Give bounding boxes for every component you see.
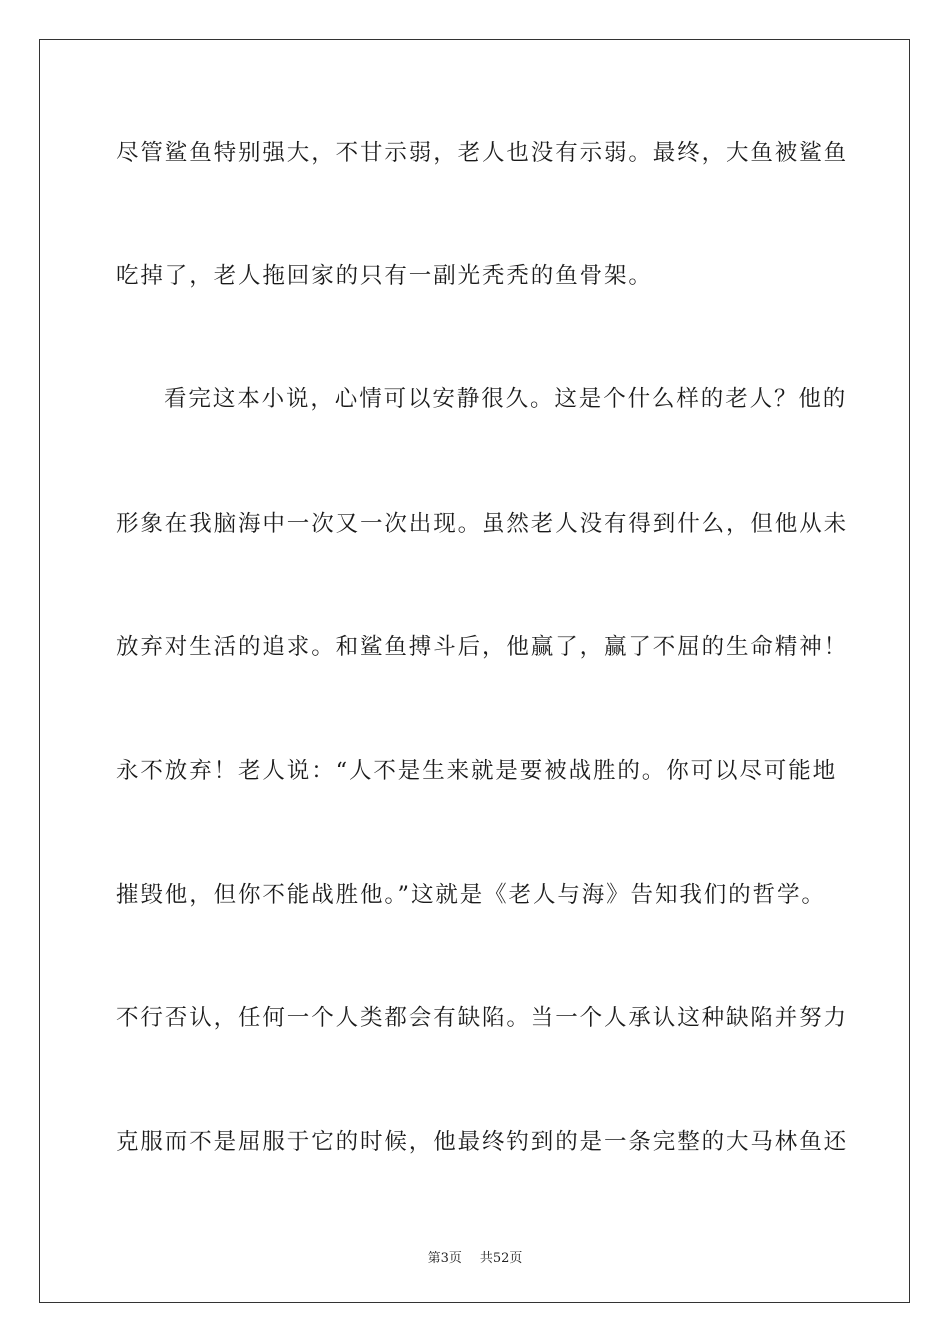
text-line: 看完这本小说，心情可以安静很久。这是个什么样的老人？他的 (164, 386, 848, 412)
text-line: 吃掉了，老人拖回家的只有一副光秃秃的鱼骨架。 (116, 263, 653, 289)
text-line: 尽管鲨鱼特别强大，不甘示弱，老人也没有示弱。最终，大鱼被鲨鱼 (116, 140, 849, 166)
page-footer (0, 1247, 950, 1266)
page-border (39, 39, 910, 1303)
text-line: 克服而不是屈服于它的时候，他最终钓到的是一条完整的大马林鱼还 (116, 1129, 849, 1155)
page-number: 第3页 (427, 1251, 462, 1266)
text-line: 放弃对生活的追求。和鲨鱼搏斗后，他赢了，赢了不屈的生命精神！ (116, 634, 849, 660)
text-line: 摧毁他，但你不能战胜他。”这就是《老人与海》告知我们的哲学。 (116, 882, 826, 908)
text-line: 永不放弃！老人说：“人不是生来就是要被战胜的。你可以尽可能地 (116, 758, 838, 784)
page-total: 共52页 (479, 1251, 523, 1266)
text-line: 不行否认，任何一个人类都会有缺陷。当一个人承认这种缺陷并努力 (116, 1005, 849, 1031)
text-line: 形象在我脑海中一次又一次出现。虽然老人没有得到什么，但他从未 (116, 511, 849, 537)
